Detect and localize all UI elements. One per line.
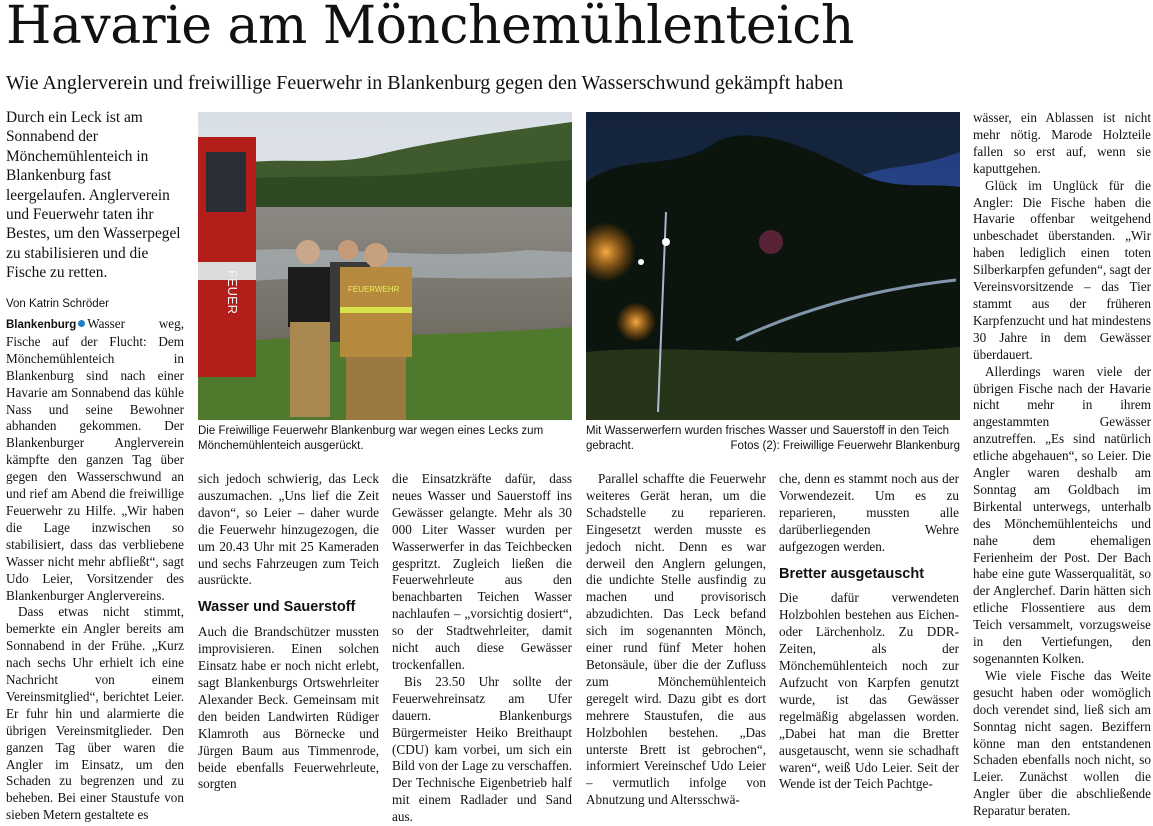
dateline: Blankenburg bbox=[6, 319, 77, 331]
column-2 bbox=[198, 471, 379, 793]
col1-paragraph-2: Dass etwas nicht stimmt, bemerkte ein Angler bereits am Sonnabend in der Frühe. „Kurz nach sechs Uhr erhielt ich eine Nachricht von einem Vereinsmitglied“, berichtet Leier. Er fuhr hin und alarmierte die übrigen Vereinsmitglieder. Den ganzen Tag über waren die Angler im Einsatz, um den Schaden zu begrenzen und zu beheben. Bei einer Staustufe von sieben Metern gestaltete es bbox=[6, 604, 184, 823]
col6-paragraph-4: Wie viele Fische das Weite gesucht haben oder womöglich doch verendet sind, ließ sich am Sonntag nicht sagen. Beziffern könne man den entstandenen Schaden ebenfalls noch nicht, so Leier. Zunächst wollen die Angler über die abschließende Reparatur beraten. bbox=[973, 667, 1151, 819]
column-1 bbox=[6, 316, 184, 824]
photo-firefighters-image bbox=[198, 112, 572, 420]
column-3 bbox=[392, 471, 572, 826]
lead-paragraph: Durch ein Leck ist am Sonnabend der Mönchemühlenteich in Blankenburg fast leergelaufen. Anglerverein und Feuerwehr taten ihr Bestes, um den Wasserpegel zu stabilisieren und die Fische zu retten. bbox=[6, 109, 181, 282]
column-5 bbox=[779, 471, 959, 793]
col5-paragraph-1: che, denn es stammt noch aus der Vorwendezeit. Um es zu reparieren, mussten alle darüberliegenden Wehre aufgezogen werden. bbox=[779, 471, 959, 554]
photo-water-cannon bbox=[586, 112, 960, 420]
headline: Havarie am Mönchemühlenteich bbox=[6, 0, 854, 56]
col4-paragraph-1: Parallel schaffte die Feuerwehr weiteres Gerät heran, um die Schadstelle zu reparieren. Eingesetzt werden musste es jedoch nicht. Denn es war derweil den Anglern gelungen, die undichte Stelle ausfindig zu machen und provisorisch abzudichten. Das Leck befand sich im sogenannten Mönch, einer rund fünf Meter hohen Betonsäule, über die der Zufluss zum Mönchemühlenteich geregelt wird. Dazu gibt es dort mehrere Staustufen, die aus Holzbohlen bestehen. „Das unterste Brett ist gebrochen“, informiert Vereinschef Udo Leier – vermutlich infolge von Abnutzung und Altersschwä- bbox=[586, 471, 766, 808]
col2-paragraph-2: Auch die Brandschützer mussten improvisieren. Einen solchen Einsatz habe er noch nicht erlebt, sagt Blankenburgs Ortswehrleiter Alexander Beck. Gemeinsam mit den beiden Landwirten Rüdiger Klamroth aus Börnecke und Jürgen Baum aus Timmenrode, beide ebenfalls Feuerwehrleute, sorgten bbox=[198, 624, 379, 792]
dateline-dot-icon bbox=[78, 320, 85, 327]
col2-paragraph-1: sich jedoch schwierig, das Leck auszumachen. „Uns lief die Zeit davon“, so Leier – daher wurde die Feuerwehr hinzugezogen, die um 20.43 Uhr mit 25 Kameraden und sechs Fahrzeugen zum Teich ausrückte. bbox=[198, 471, 379, 588]
photo1-caption: Die Freiwillige Feuerwehr Blankenburg war wegen eines Lecks zum Mönchemühlenteich ausgerückt. bbox=[198, 425, 544, 452]
col2-subtitle: Wasser und Sauerstoff bbox=[198, 599, 356, 616]
truck-label: FEUER bbox=[225, 270, 240, 315]
col5-subtitle: Bretter ausgetauscht bbox=[779, 565, 925, 582]
col1-paragraph-1: Wasser weg, Fische auf der Flucht: Dem Mönchemühlenteich in Blankenburg sind nach einer Havarie am Sonnabend das kühle Nass und seine Bewohner abhanden gekommen. Der Blankenburger Anglerverein kämpfte den ganzen Tag über gegen den Wasserschwund an und rief am Abend die freiwillige Feuerwehr zu Hilfe. „Wir haben die Lage inzwischen so stabilisiert, dass das verbliebene Wasser nicht mehr abfließt“, sagt Udo Leier, Vorsitzender des Blankenburger Anglervereins. bbox=[6, 316, 184, 603]
col6-paragraph-2: Glück im Unglück für die Angler: Die Fische haben die Havarie offenbar weitgehend unbeschadet überstanden. „Wir haben lediglich einen toten Silberkarpfen gefunden“, sagt der Vereinsvorsitzende – das Tier stammt aus der früheren Karpfenzucht und hat mindestens 30 Jahre in dem Gewässer überdauert. bbox=[973, 177, 1151, 362]
subheadline: Wie Anglerverein und freiwillige Feuerwehr in Blankenburg gegen den Wasserschwund gekämpft haben bbox=[6, 72, 844, 94]
photo-firefighters bbox=[198, 112, 572, 420]
col3-paragraph-2: Bis 23.50 Uhr sollte der Feuerwehreinsatz am Ufer dauern. Blankenburgs Bürgermeister Heiko Breithaupt (CDU) kam vorbei, um sich ein Bild von der Lage zu verschaffen. Der Technische Eigenbetrieb half mit einem Radlader und Sand aus. bbox=[392, 673, 572, 825]
column-6 bbox=[973, 110, 1151, 820]
col5-paragraph-2: Die dafür verwendeten Holzbohlen bestehen aus Eichen- oder Lärchenholz. Zu DDR-Zeiten, als der Mönchemühlenteich noch zur Aufzucht von Karpfen genutzt wurde, ist das Gewässer regelmäßig abgelassen worden. „Dabei hat man die Bretter ausgetauscht, wenn sie schadhaft waren“, weiß Udo Leier. Seit der Wende ist der Teich Pachtge- bbox=[779, 590, 959, 792]
photo2-caption-block bbox=[586, 424, 960, 454]
photo2-caption: Mit Wasserwerfern wurden frisches Wasser und Sauerstoff in den Teich gebracht. bbox=[586, 425, 950, 452]
column-4 bbox=[586, 471, 766, 809]
col3-paragraph-1: die Einsatzkräfte dafür, dass neues Wasser und Sauerstoff ins Gewässer gelangte. Mehr als 30 000 Liter Wasser wurden per Wasserwerfer in das Teichbecken gespritzt. Zugleich ließen die Feuerwehrleute aus den benachbarten Teichen Wasser nachlaufen – „vorsichtig dosiert“, so der Stadtwehrleiter, damit nicht auch diese Gewässer trockenfallen. bbox=[392, 471, 572, 672]
col6-paragraph-1: wässer, ein Ablassen ist nicht mehr nötig. Marode Holzteile fallen so erst auf, wenn sie kaputtgehen. bbox=[973, 110, 1151, 176]
photo-credit: Fotos (2): Freiwillige Feuerwehr Blankenburg bbox=[730, 440, 960, 452]
col6-paragraph-3: Allerdings waren viele der übrigen Fische nach der Havarie nicht mehr in ihrem angestammten Gewässer anzutreffen. „Es sind natürlich etliche abgehauen“, so Leier. Die Angler waren deshalb am Sonntag am Goldbach im Birkental unterwegs, unterhalb des Mönchemühlenteichs und nahe dem ehemaligen Ferienheim der Post. Der Bach habe eine gute Wasserqualität, so der Anglerchef. Darin hätten sich etliche Flossentiere aus dem Teich versammelt, vorzugsweise in den Vertiefungen, den sogenannten Kolken. bbox=[973, 363, 1151, 666]
jacket-label: FEUERWEHR bbox=[348, 285, 400, 294]
photo-water-cannon-image bbox=[586, 112, 960, 420]
author-line: Von Katrin Schröder bbox=[6, 298, 109, 310]
